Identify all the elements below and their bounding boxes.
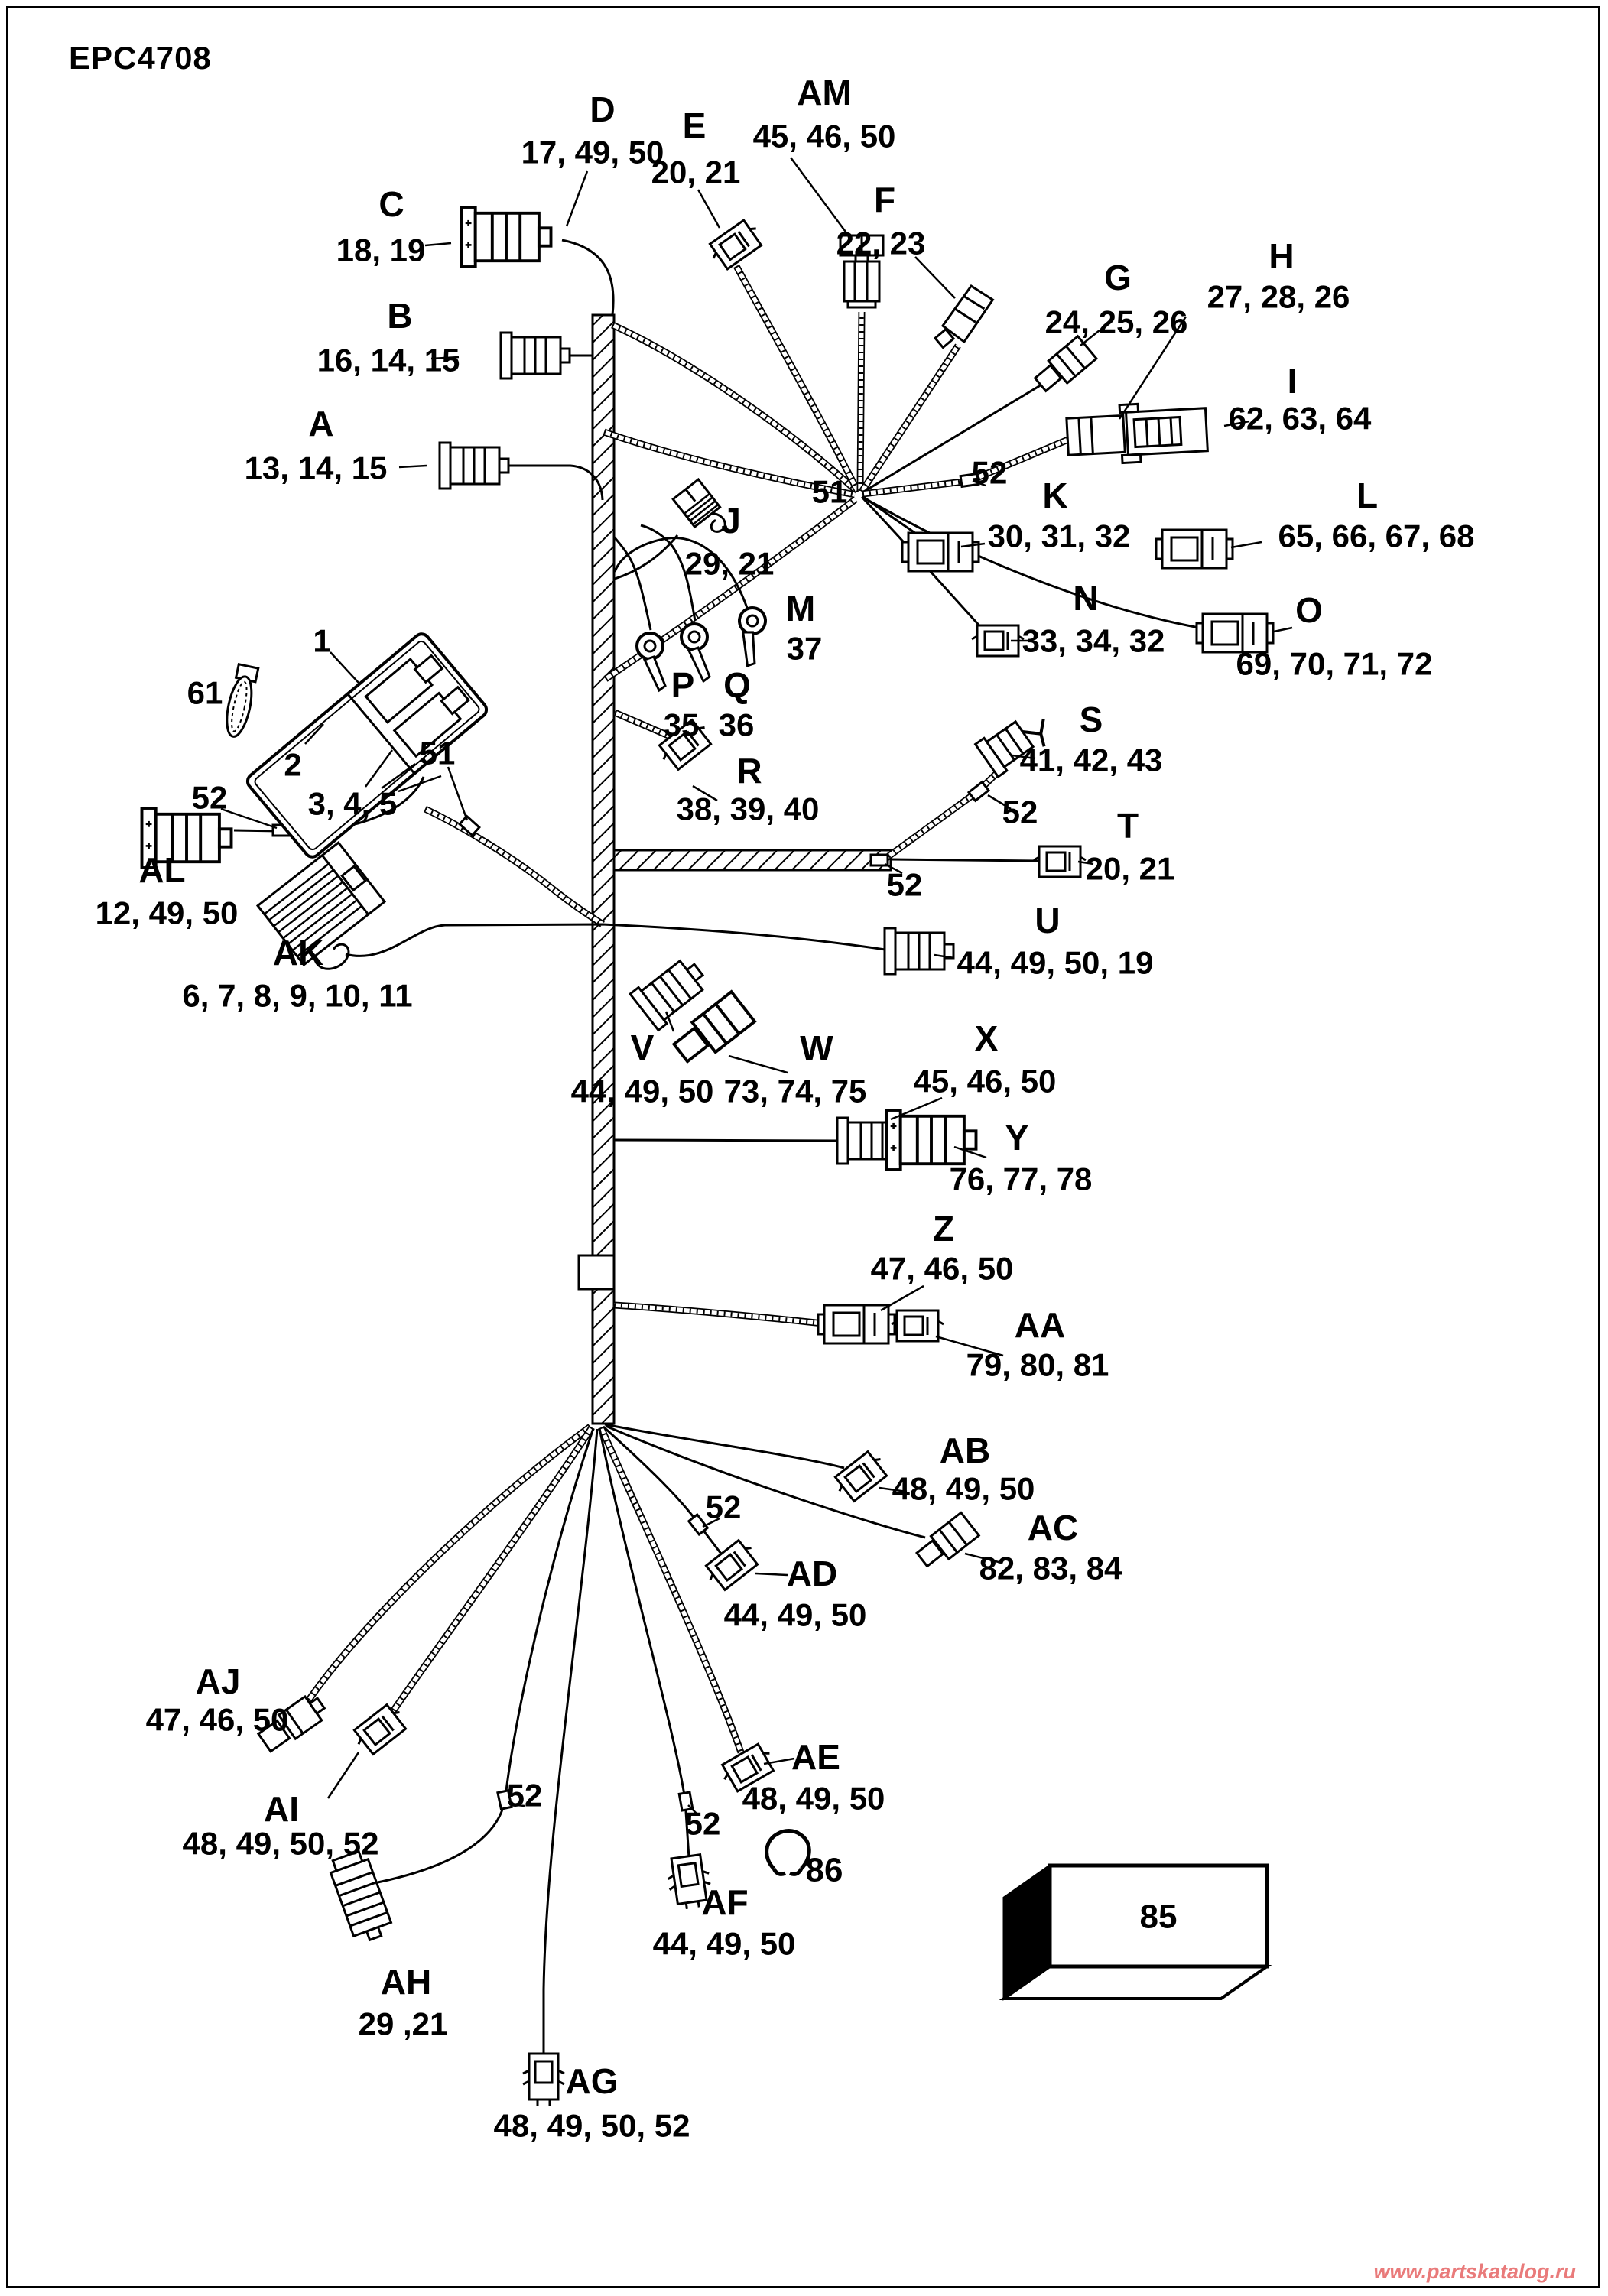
callout-label-52: 52: [971, 454, 1008, 491]
callout-label-44-49-50-19: 44, 49, 50, 19: [957, 944, 1154, 981]
callout-label-69-70-71-72: 69, 70, 71, 72: [1236, 645, 1433, 682]
callout-label-H: H: [1269, 236, 1295, 276]
connector-C: [462, 207, 551, 267]
connector-AH: [327, 1849, 395, 1945]
cable-tie-61: [223, 664, 258, 739]
connector-G: [1032, 336, 1096, 397]
connector-E: [706, 217, 766, 272]
callout-label-33-34-32: 33, 34, 32: [1022, 622, 1165, 659]
connector-AI: [350, 1701, 410, 1757]
callout-label-18-19: 18, 19: [336, 232, 426, 268]
leader-line: [915, 257, 955, 298]
callout-label-AM: AM: [797, 73, 852, 112]
braided-wire: [862, 346, 958, 492]
callout-label-13-14-15: 13, 14, 15: [244, 450, 388, 486]
callout-label-48-49-50-52: 48, 49, 50, 52: [493, 2107, 690, 2144]
braided-wire: [601, 1427, 741, 1752]
clip-86: [767, 1831, 810, 1875]
braided-wire: [425, 809, 603, 924]
callout-label-27-28-26: 27, 28, 26: [1207, 278, 1350, 315]
callout-label-47-46-50: 47, 46, 50: [870, 1250, 1014, 1287]
callout-label-36: 36: [718, 706, 755, 743]
callout-label-1: 1: [313, 622, 331, 659]
callout-label-17-49-50: 17, 49, 50: [521, 134, 664, 170]
callout-label-45-46-50: 45, 46, 50: [752, 118, 896, 154]
callout-label-20-21: 20, 21: [1085, 850, 1175, 887]
ring-terminal-M: [726, 605, 771, 668]
callout-label-16-14-15: 16, 14, 15: [317, 342, 460, 378]
callout-label-AG: AG: [565, 2061, 619, 2101]
connector-AG: [523, 2054, 564, 2106]
callout-label-76-77-78: 76, 77, 78: [949, 1161, 1093, 1197]
callout-label-B: B: [387, 296, 413, 336]
callout-label-AL: AL: [138, 850, 186, 890]
callout-label-W: W: [800, 1028, 833, 1068]
callout-label-61: 61: [187, 674, 223, 711]
callout-label-I: I: [1287, 361, 1298, 401]
leader-line: [399, 466, 427, 467]
callout-label-29-21: 29, 21: [684, 545, 775, 582]
callout-label-44-49-50: 44, 49, 50: [723, 1596, 867, 1633]
ring-terminal-P: [637, 633, 665, 690]
callout-label-86: 86: [805, 1851, 843, 1889]
callout-label-29-21: 29 ,21: [358, 2005, 448, 2042]
callout-label-E: E: [682, 106, 707, 145]
connector-AC: [914, 1512, 979, 1572]
callout-label-62-63-64: 62, 63, 64: [1228, 400, 1372, 437]
braided-wire: [614, 1305, 830, 1324]
callout-label-79-80-81: 79, 80, 81: [966, 1346, 1109, 1383]
callout-label-3-4-5: 3, 4, 5: [307, 785, 398, 822]
spine-splice: [579, 1255, 614, 1289]
wire: [378, 1428, 593, 1882]
callout-label-24-25-26: 24, 25, 26: [1044, 304, 1188, 340]
callout-label-AC: AC: [1027, 1508, 1079, 1547]
callout-label-U: U: [1035, 901, 1061, 940]
braided-wire: [736, 266, 858, 492]
leader-line: [1274, 628, 1292, 632]
callout-label-AB: AB: [939, 1431, 991, 1470]
callout-label-V: V: [630, 1028, 655, 1067]
callout-label-48-49-50: 48, 49, 50: [892, 1470, 1035, 1507]
callout-label-52: 52: [886, 866, 923, 903]
callout-label-65-66-67-68: 65, 66, 67, 68: [1278, 518, 1475, 554]
callout-label-R: R: [736, 751, 762, 791]
wire-sleeve: [689, 1515, 708, 1534]
connector-L: [1156, 530, 1233, 568]
connector-H-I: [1066, 401, 1208, 466]
callout-label-AD: AD: [786, 1554, 838, 1593]
wire: [544, 1429, 597, 2055]
connector-T: [1034, 846, 1086, 877]
braided-wire: [615, 713, 668, 736]
callout-label-Z: Z: [932, 1209, 955, 1249]
connector-K: [902, 533, 979, 571]
watermark-link: www.partskatalog.ru: [1373, 2260, 1576, 2283]
callout-label-J: J: [721, 501, 741, 541]
wire: [891, 859, 1038, 861]
callout-label-48-49-50-52: 48, 49, 50, 52: [182, 1825, 379, 1862]
callout-label-AJ: AJ: [195, 1661, 241, 1701]
callout-label-M: M: [785, 589, 816, 628]
callout-label-45-46-50: 45, 46, 50: [913, 1063, 1057, 1099]
callout-label-AH: AH: [380, 1962, 432, 2002]
connector-AA: [892, 1310, 944, 1341]
leader-line: [729, 1056, 788, 1073]
callout-label-C: C: [378, 184, 404, 224]
connector-A: [440, 443, 508, 489]
callout-label-G: G: [1104, 258, 1132, 297]
wire: [562, 240, 613, 315]
wire: [614, 1140, 840, 1141]
callout-label-P: P: [671, 665, 695, 705]
callout-label-T: T: [1116, 806, 1139, 846]
connector-AB: [831, 1448, 891, 1504]
leader-line: [755, 1573, 788, 1575]
callout-label-D: D: [590, 89, 616, 129]
callout-label-O: O: [1295, 590, 1323, 630]
leader-line: [330, 652, 359, 683]
callout-label-44-49-50: 44, 49, 50: [652, 1925, 796, 1962]
callout-label-52: 52: [191, 779, 228, 816]
connector-AD: [702, 1537, 762, 1593]
callout-label-52: 52: [684, 1805, 721, 1842]
leader-line: [881, 1286, 924, 1310]
callout-label-L: L: [1356, 476, 1379, 515]
callout-label-Q: Q: [723, 665, 751, 705]
connector-U: [885, 928, 953, 974]
leader-line: [448, 767, 467, 820]
connector-Z: [818, 1305, 895, 1343]
wire: [346, 924, 890, 956]
callout-label-AA: AA: [1014, 1305, 1066, 1345]
callout-label-2: 2: [284, 746, 302, 783]
wire: [599, 1428, 689, 1858]
leader-line: [567, 171, 587, 226]
box-85: [1004, 1866, 1267, 1999]
callout-label-73-74-75: 73, 74, 75: [723, 1073, 867, 1109]
callout-label-52: 52: [506, 1777, 543, 1814]
callout-label-AF: AF: [701, 1882, 749, 1922]
callout-label-N: N: [1073, 578, 1099, 618]
callout-label-41-42-43: 41, 42, 43: [1019, 742, 1163, 778]
callout-label-51: 51: [419, 735, 456, 771]
callout-label-AI: AI: [264, 1789, 299, 1829]
page-title: EPC4708: [69, 40, 212, 76]
wire: [508, 466, 603, 500]
leader-line: [425, 243, 451, 245]
callout-label-6-7-8-9-10-11: 6, 7, 8, 9, 10, 11: [182, 977, 413, 1014]
callout-label-47-46-50: 47, 46, 50: [145, 1701, 289, 1738]
connector-B: [501, 333, 570, 378]
callout-label-85: 85: [1139, 1898, 1178, 1936]
leader-line: [328, 1752, 359, 1798]
callout-label-52: 52: [705, 1489, 742, 1525]
callout-label-AE: AE: [791, 1737, 840, 1777]
callout-label-A: A: [308, 404, 334, 443]
harness-branch-band: [614, 850, 891, 870]
braided-wire: [304, 1427, 590, 1707]
wire: [862, 384, 1043, 492]
callout-label-51: 51: [811, 473, 848, 510]
callout-label-X: X: [974, 1018, 999, 1058]
callout-label-30-31-32: 30, 31, 32: [987, 518, 1131, 554]
callout-label-F: F: [873, 180, 896, 219]
callout-label-S: S: [1079, 700, 1103, 739]
callout-label-52: 52: [1002, 794, 1038, 830]
callout-label-Y: Y: [1005, 1118, 1029, 1158]
callout-label-38-39-40: 38, 39, 40: [676, 791, 820, 827]
leader-line: [1231, 542, 1262, 547]
wire-sleeve: [969, 782, 989, 801]
braided-wire: [860, 312, 862, 491]
callout-label-AK: AK: [272, 933, 324, 973]
callout-label-35: 35: [663, 706, 700, 743]
callout-label-22-23: 22, 23: [836, 225, 926, 261]
callout-label-82-83-84: 82, 83, 84: [979, 1550, 1122, 1586]
connector-F: [924, 281, 1002, 355]
leader-line: [221, 809, 277, 828]
callout-label-44-49-50: 44, 49, 50: [570, 1073, 714, 1109]
leader-line: [698, 190, 720, 228]
callout-label-20-21: 20, 21: [651, 154, 741, 190]
callout-label-37: 37: [786, 630, 823, 667]
callout-label-12-49-50: 12, 49, 50: [95, 895, 239, 931]
callout-label-K: K: [1042, 476, 1068, 515]
callout-label-48-49-50: 48, 49, 50: [742, 1780, 885, 1817]
